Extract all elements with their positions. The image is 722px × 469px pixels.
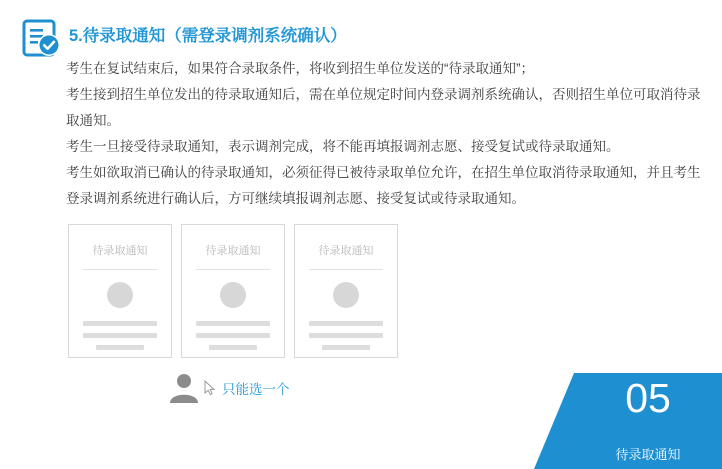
text-line <box>96 345 144 350</box>
text-line <box>196 321 270 326</box>
notice-card[interactable] <box>68 224 172 358</box>
paragraph-2: 考生接到招生单位发出的待录取通知后，需在单位规定时间内登录调剂系统确认，否则招生单位可取消待录取通知。 <box>66 87 701 128</box>
section-header <box>22 18 347 58</box>
notice-card-label: 待录取通知 <box>205 245 261 257</box>
avatar <box>333 282 359 308</box>
document-check-icon <box>22 18 62 58</box>
page-title: 5.待录取通知（需登录调剂系统确认） <box>69 27 347 45</box>
text-line <box>83 333 157 338</box>
text-line <box>309 321 383 326</box>
badge-tail <box>534 373 574 469</box>
divider <box>309 269 383 270</box>
text-line <box>209 345 257 350</box>
divider <box>196 269 270 270</box>
selection-note <box>166 370 290 406</box>
avatar <box>220 282 246 308</box>
notice-card-label: 待录取通知 <box>92 245 148 257</box>
paragraph-4: 考生如欲取消已确认的待录取通知，必须征得已被待录取单位允许，在招生单位取消待录取通知，并且考生登录调剂系统进行确认后，方可继续填报调剂志愿、接受复试或待录取通知。 <box>66 165 701 206</box>
notice-cards-row <box>68 224 398 358</box>
text-line <box>83 321 157 326</box>
selection-note-text: 只能选一个 <box>222 382 290 397</box>
text-line <box>309 333 383 338</box>
notice-card-label: 待录取通知 <box>318 245 374 257</box>
notice-card[interactable] <box>294 224 398 358</box>
notice-cards-panel <box>68 224 398 433</box>
text-line <box>196 333 270 338</box>
step-badge <box>534 373 722 469</box>
notice-card[interactable] <box>181 224 285 358</box>
step-number: 05 <box>625 375 671 421</box>
paragraph-1: 考生在复试结束后，如果符合录取条件，将收到招生单位发送的“待录取通知”； <box>66 61 534 76</box>
body-text <box>66 56 706 212</box>
text-line <box>322 345 370 350</box>
step-caption: 待录取通知 <box>615 447 681 462</box>
avatar <box>107 282 133 308</box>
paragraph-3: 考生一旦接受待录取通知，表示调剂完成，将不能再填报调剂志愿、接受复试或待录取通知。 <box>66 139 620 154</box>
divider <box>83 269 157 270</box>
person-icon <box>166 370 202 406</box>
cursor-icon <box>204 380 216 396</box>
